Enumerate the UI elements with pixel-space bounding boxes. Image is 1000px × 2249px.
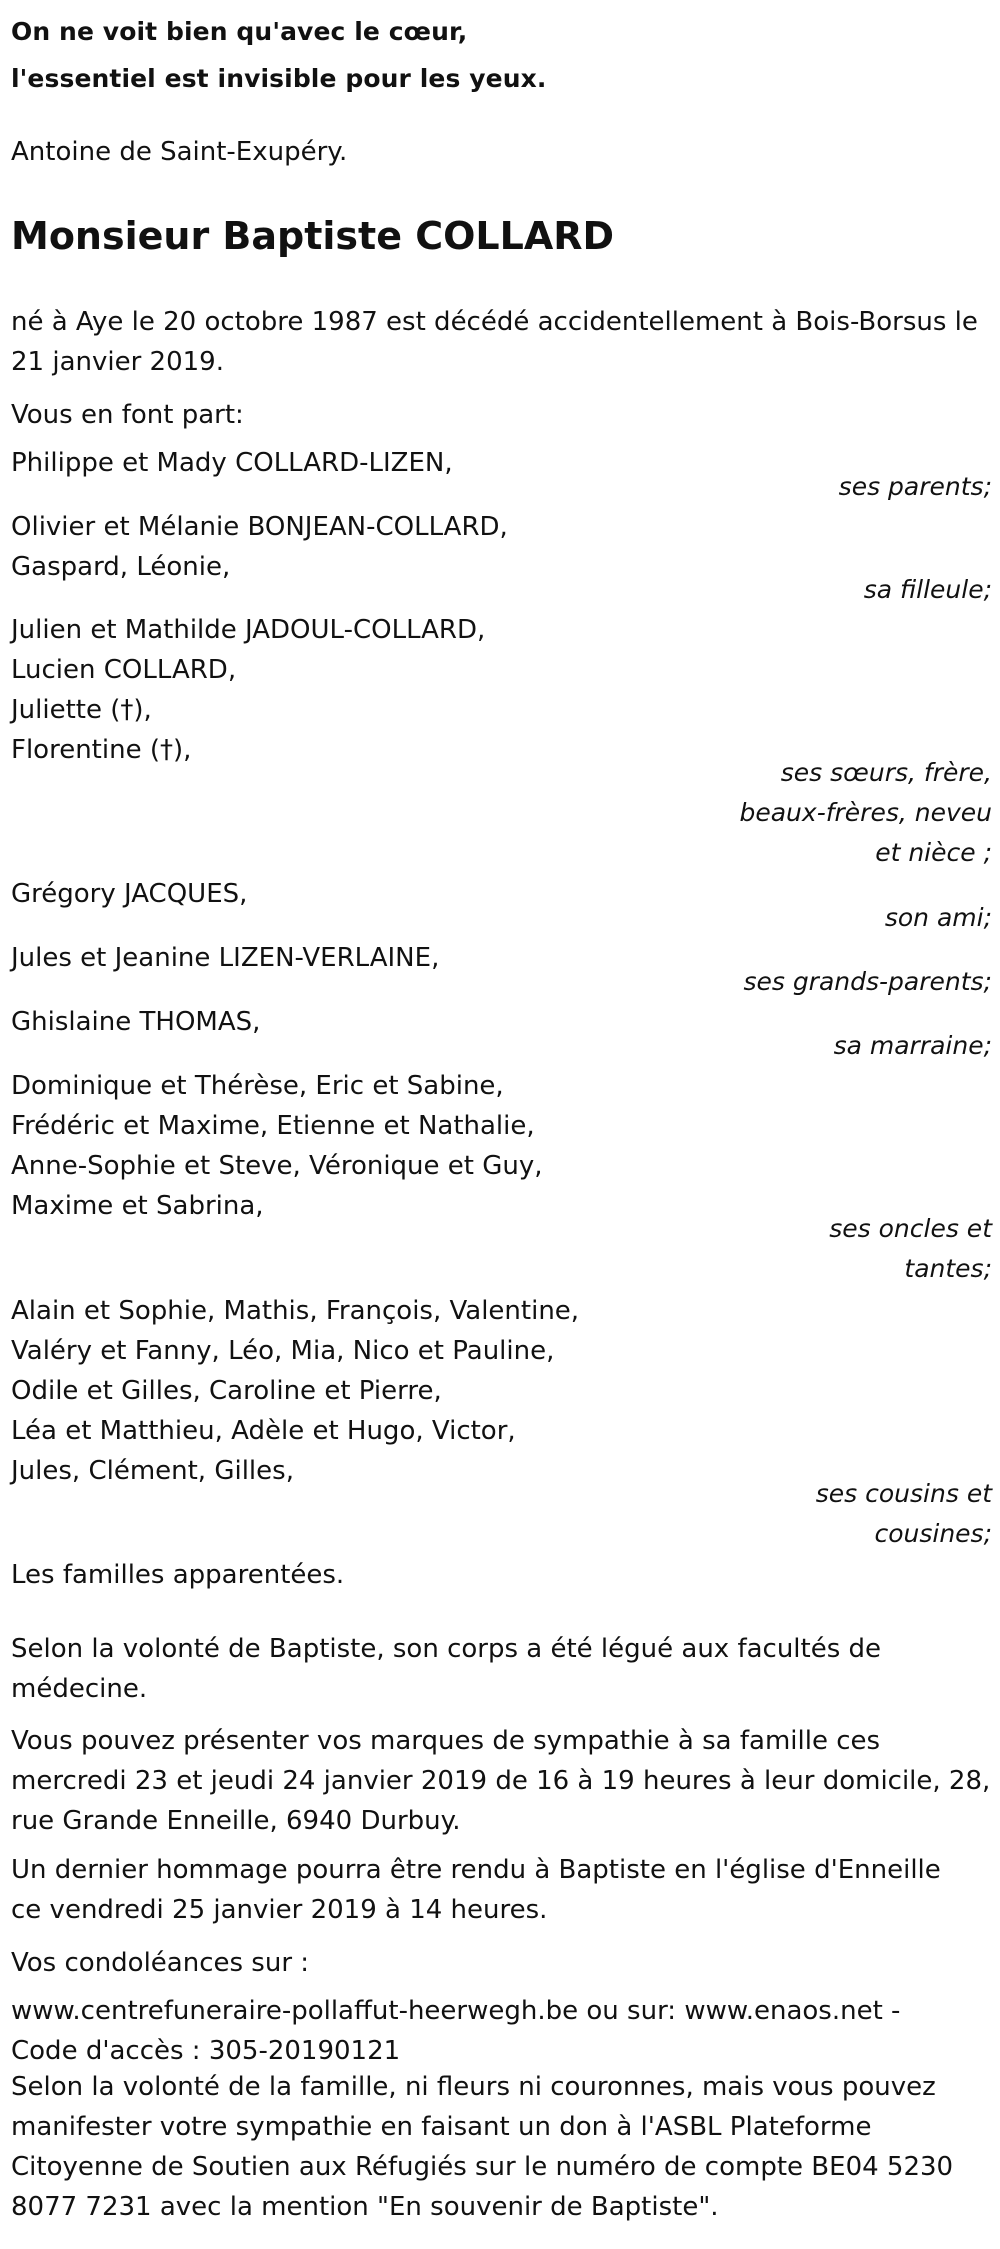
family-names-line: Florentine (†),: [11, 735, 192, 765]
family-role-goddaughter: [592, 570, 992, 610]
family-names-line: Maxime et Sabrina,: [11, 1191, 264, 1221]
paragraph-line: médecine.: [11, 1674, 148, 1704]
role-line: et nièce ;: [875, 838, 992, 867]
family-names-line: Jules et Jeanine LIZEN-VERLAINE,: [11, 943, 440, 973]
deceased-name: Monsieur Baptiste COLLARD: [11, 214, 615, 258]
family-names-line: Philippe et Mady COLLARD-LIZEN,: [11, 448, 453, 478]
role-line: tantes;: [904, 1254, 992, 1283]
paragraph-line: Vous pouvez présenter vos marques de sympathie à sa famille ces: [11, 1726, 881, 1756]
role-line: son ami;: [884, 903, 992, 932]
family-names-line: Anne-Sophie et Steve, Véronique et Guy,: [11, 1151, 543, 1181]
paragraph-line: Selon la volonté de la famille, ni fleurs ni couronnes, mais vous pouvez: [11, 2072, 936, 2102]
role-line: sa marraine;: [833, 1031, 992, 1060]
family-names-line: Gaspard, Léonie,: [11, 552, 231, 582]
family-names-line: Alain et Sophie, Mathis, François, Valentine,: [11, 1296, 580, 1326]
role-line: ses grands-parents;: [743, 967, 992, 996]
family-names-line: Juliette (†),: [11, 695, 152, 725]
family-role-grandparents: [592, 962, 992, 1002]
role-line: ses parents;: [838, 472, 992, 501]
family-names-line: Jules, Clément, Gilles,: [11, 1456, 294, 1486]
family-names-line: Lucien COLLARD,: [11, 655, 237, 685]
family-names-line: Olivier et Mélanie BONJEAN-COLLARD,: [11, 512, 508, 542]
condolences-label: [11, 1943, 996, 1983]
paragraph-line: manifester votre sympathie en faisant un don à l'ASBL Plateforme: [11, 2112, 872, 2142]
condolences-websites: [11, 1991, 996, 2071]
body-donation-of-body: [11, 1629, 996, 1709]
notice-line: né à Aye le 20 octobre 1987 est décédé accidentellement à Bois-Borsus le: [11, 307, 978, 337]
family-names-line: Léa et Matthieu, Adèle et Hugo, Victor,: [11, 1416, 516, 1446]
paragraph-line: Un dernier hommage pourra être rendu à Baptiste en l'église d'Enneille: [11, 1855, 941, 1885]
family-names-line: Grégory JACQUES,: [11, 879, 248, 909]
role-line: sa filleule;: [863, 575, 992, 604]
family-group-cousins: [11, 1291, 996, 1491]
family-group-uncles-aunts: [11, 1066, 996, 1226]
role-line: ses sœurs, frère,: [780, 758, 992, 787]
family-role-siblings: [592, 753, 992, 873]
family-role-friend: [592, 898, 992, 938]
family-names-line: Odile et Gilles, Caroline et Pierre,: [11, 1376, 442, 1406]
role-line: ses oncles et: [829, 1214, 992, 1243]
visits-paragraph: [11, 1721, 996, 1841]
quote-author: Antoine de Saint-Exupéry.: [11, 137, 348, 167]
notice-line: 21 janvier 2019.: [11, 347, 224, 377]
family-names-line: Dominique et Thérèse, Eric et Sabine,: [11, 1071, 504, 1101]
family-names-line: Frédéric et Maxime, Etienne et Nathalie,: [11, 1111, 535, 1141]
paragraph-line: ce vendredi 25 janvier 2019 à 14 heures.: [11, 1895, 548, 1925]
family-names-line: Ghislaine THOMAS,: [11, 1007, 261, 1037]
paragraph-line: Selon la volonté de Baptiste, son corps a été légué aux facultés de: [11, 1634, 882, 1664]
family-role-parents: [592, 467, 992, 507]
donation-paragraph: [11, 2067, 996, 2227]
family-group-siblings: [11, 610, 996, 770]
paragraph-line: mercredi 23 et jeudi 24 janvier 2019 de 16 à 19 heures à leur domicile, 28,: [11, 1766, 991, 1796]
paragraph-line: 8077 7231 avec la mention "En souvenir de Baptiste".: [11, 2192, 719, 2222]
paragraph-line: Vos condoléances sur :: [11, 1948, 310, 1978]
quote-line: On ne voit bien qu'avec le cœur,: [11, 17, 468, 46]
quote-line: l'essentiel est invisible pour les yeux.: [11, 64, 547, 93]
related-families: Les familles apparentées.: [11, 1560, 345, 1590]
role-line: cousines;: [874, 1519, 992, 1548]
tribute-paragraph: [11, 1850, 996, 1930]
paragraph-line: www.centrefuneraire-pollaffut-heerwegh.be ou sur: www.enaos.net -: [11, 1996, 901, 2026]
family-names-line: Julien et Mathilde JADOUL-COLLARD,: [11, 615, 486, 645]
paragraph-line: rue Grande Enneille, 6940 Durbuy.: [11, 1806, 461, 1836]
family-role-uncles-aunts: [592, 1209, 992, 1289]
epigraph-quote: [11, 8, 546, 102]
announcement-intro: Vous en font part:: [11, 400, 244, 430]
family-names-line: Valéry et Fanny, Léo, Mia, Nico et Pauline,: [11, 1336, 555, 1366]
role-line: ses cousins et: [815, 1479, 992, 1508]
paragraph-line: Code d'accès : 305-20190121: [11, 2036, 401, 2066]
paragraph-line: Citoyenne de Soutien aux Réfugiés sur le numéro de compte BE04 5230: [11, 2152, 954, 2182]
birth-death-notice: [11, 302, 996, 382]
role-line: beaux-frères, neveu: [739, 798, 992, 827]
family-role-cousins: [592, 1474, 992, 1554]
family-role-godmother: [592, 1026, 992, 1066]
